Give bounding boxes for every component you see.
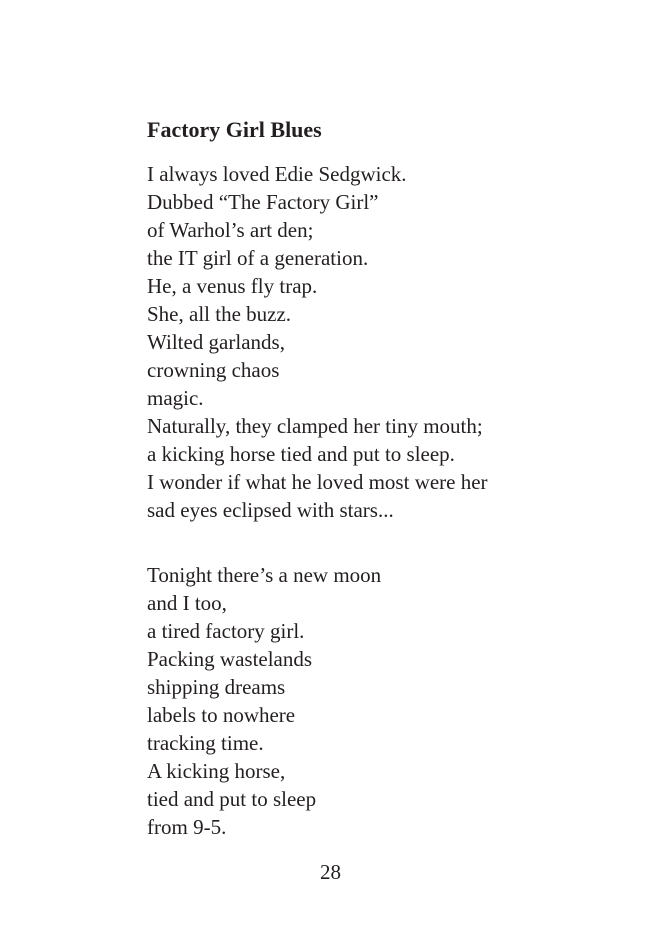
poem-line: shipping dreams [147, 675, 286, 699]
poem-line: the IT girl of a generation. [147, 246, 369, 270]
poem-line: I always loved Edie Sedgwick. [147, 162, 407, 186]
poem-line: from 9-5. [147, 815, 227, 839]
poem-line: Wilted garlands, [147, 330, 285, 354]
poem-line: and I too, [147, 591, 227, 615]
poem-line: of Warhol’s art den; [147, 218, 314, 242]
poem-line: Dubbed “The Factory Girl” [147, 190, 379, 214]
poem-line: She, all the buzz. [147, 302, 292, 326]
poem-line: magic. [147, 386, 204, 410]
poem-line: A kicking horse, [147, 759, 286, 783]
poem-line: tied and put to sleep [147, 787, 317, 811]
poem-line: Tonight there’s a new moon [147, 563, 382, 587]
stanza-1 [147, 160, 488, 524]
poem-line: I wonder if what he loved most were her [147, 470, 488, 494]
poem-title: Factory Girl Blues [147, 117, 322, 142]
stanza-2 [147, 561, 381, 841]
poem-line: a kicking horse tied and put to sleep. [147, 442, 455, 466]
poem-line: Packing wastelands [147, 647, 313, 671]
poem-line: He, a venus fly trap. [147, 274, 318, 298]
page-number: 28 [320, 860, 341, 884]
poem-line: crowning chaos [147, 358, 280, 382]
poem-line: sad eyes eclipsed with stars... [147, 498, 394, 522]
poem-line: tracking time. [147, 731, 264, 755]
poem-line: a tired factory girl. [147, 619, 305, 643]
poem-line: labels to nowhere [147, 703, 296, 727]
poem-line: Naturally, they clamped her tiny mouth; [147, 414, 483, 438]
